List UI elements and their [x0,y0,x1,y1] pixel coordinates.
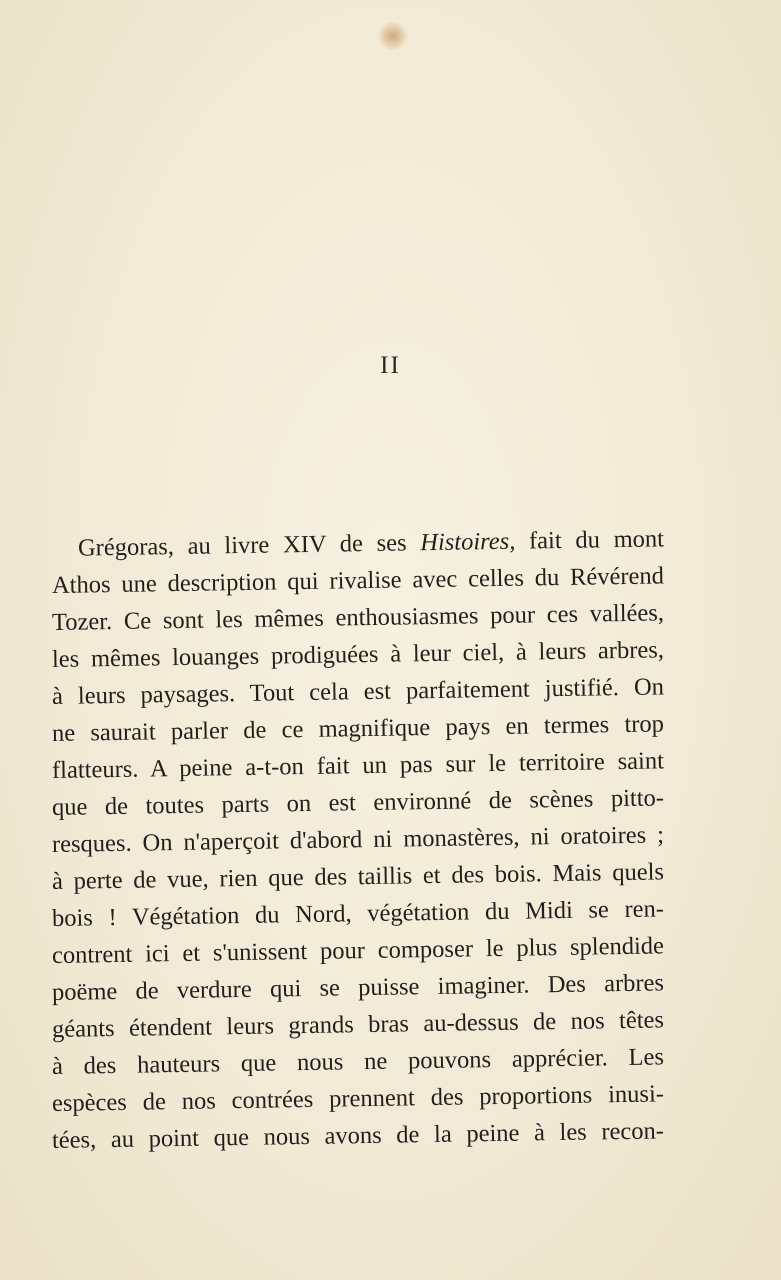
text-line: à des hauteurs que nous ne pouvons apprécier. Les [51,1043,665,1080]
text-line: que de toutes parts on est environné de scènes pitto- [51,784,665,821]
text-line: contrent ici et s'unissent pour composer le plus splendide [51,932,665,969]
text-line: les mêmes louanges prodiguées à leur ciel, à leurs arbres, [51,636,665,673]
paper-stain [378,22,408,50]
text-line: à leurs paysages. Tout cela est parfaitement justifié. On [51,673,665,710]
text-line: géants étendent leurs grands bras au-dessus de nos têtes [51,1006,665,1043]
text-fragment: fait du mont [515,525,665,555]
text-line: Athos une description qui rivalise avec celles du Révérend [51,562,665,599]
text-fragment: Grégoras, au livre XIV de ses [77,529,421,562]
text-line: tées, au point que nous avons de la peine à les recon- [51,1117,665,1154]
body-paragraph [51,525,665,1159]
chapter-heading: II [380,352,401,379]
text-line: bois ! Végétation du Nord, végétation du Midi se ren- [51,895,665,932]
text-line: flatteurs. A peine a-t-on fait un pas sur le territoire saint [51,747,665,784]
text-line: resques. On n'aperçoit d'abord ni monastères, ni oratoires ; [51,821,665,858]
book-title-italic: Histoires, [420,527,516,557]
text-line: ne saurait parler de ce magnifique pays en termes trop [51,710,665,747]
text-line: espèces de nos contrées prennent des proportions inusi- [51,1080,665,1117]
text-line: poëme de verdure qui se puisse imaginer. Des arbres [51,969,665,1006]
text-line: à perte de vue, rien que des taillis et des bois. Mais quels [51,858,665,895]
text-line: Tozer. Ce sont les mêmes enthousiasmes pour ces vallées, [51,599,665,636]
